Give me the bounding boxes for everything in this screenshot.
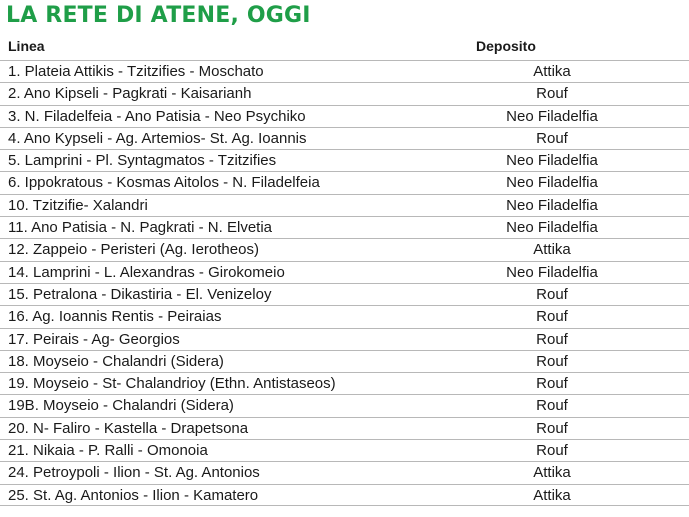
table-row <box>0 194 689 216</box>
cell-deposito: Attika <box>533 241 571 259</box>
table-row <box>0 149 689 171</box>
cell-linea: 18. Moyseio - Chalandri (Sidera) <box>8 352 224 370</box>
table-row <box>0 305 689 327</box>
column-header-linea: Linea <box>8 38 45 54</box>
table-row <box>0 328 689 350</box>
cell-deposito: Rouf <box>536 442 568 460</box>
cell-linea: 25. St. Ag. Antonios - Ilion - Kamatero <box>8 486 259 504</box>
cell-linea: 19B. Moyseio - Chalandri (Sidera) <box>8 397 234 415</box>
cell-linea: 14. Lamprini - L. Alexandras - Girokomeio <box>8 263 285 281</box>
table-row <box>0 82 689 104</box>
column-header-deposito: Deposito <box>476 38 536 54</box>
cell-deposito: Attika <box>533 486 571 504</box>
table-row <box>0 127 689 149</box>
table-row <box>0 350 689 372</box>
page-title: LA RETE DI ATENE, OGGI <box>6 3 311 28</box>
cell-deposito: Neo Filadelfia <box>506 152 598 170</box>
cell-linea: 20. N- Faliro - Kastella - Drapetsona <box>8 419 249 437</box>
table-row <box>0 461 689 483</box>
table-header <box>0 36 689 58</box>
table-row <box>0 394 689 416</box>
table-row <box>0 439 689 461</box>
cell-deposito: Attika <box>533 464 571 482</box>
cell-linea: 2. Ano Kipseli - Pagkrati - Kaisarianh <box>8 85 252 103</box>
cell-linea: 3. N. Filadelfeia - Ano Patisia - Neo Psychiko <box>8 107 306 125</box>
cell-deposito: Neo Filadelfia <box>506 263 598 281</box>
cell-linea: 10. Tzitzifie- Xalandri <box>8 196 148 214</box>
cell-deposito: Rouf <box>536 352 568 370</box>
cell-deposito: Attika <box>533 63 571 80</box>
cell-linea: 24. Petroypoli - Ilion - St. Ag. Antonios <box>8 464 260 482</box>
cell-linea: 6. Ippokratous - Kosmas Aitolos - N. Filadelfeia <box>8 174 320 192</box>
cell-deposito: Neo Filadelfia <box>506 219 598 237</box>
cell-linea: 19. Moyseio - St- Chalandrioy (Ethn. Antistaseos) <box>8 375 336 393</box>
table-row <box>0 261 689 283</box>
cell-linea: 5. Lamprini - Pl. Syntagmatos - Tzitzifies <box>8 152 277 170</box>
cell-linea: 4. Ano Kypseli - Ag. Artemios- St. Ag. Ioannis <box>8 129 307 147</box>
cell-deposito: Neo Filadelfia <box>506 196 598 214</box>
cell-linea: 17. Peirais - Ag- Georgios <box>8 330 180 348</box>
cell-linea: 1. Plateia Attikis - Tzitzifies - Moschato <box>8 63 264 80</box>
cell-linea: 21. Nikaia - P. Ralli - Omonoia <box>8 442 208 460</box>
cell-linea: 11. Ano Patisia - N. Pagkrati - N. Elvetia <box>8 219 273 237</box>
table-row <box>0 417 689 439</box>
cell-linea: 16. Ag. Ioannis Rentis - Peiraias <box>8 308 222 326</box>
lines-table <box>0 60 689 506</box>
cell-deposito: Rouf <box>536 330 568 348</box>
cell-deposito: Neo Filadelfia <box>506 174 598 192</box>
cell-linea: 15. Petralona - Dikastiria - El. Venizeloy <box>8 285 272 303</box>
table-row <box>0 372 689 394</box>
table-row <box>0 171 689 193</box>
cell-deposito: Neo Filadelfia <box>506 107 598 125</box>
table-row <box>0 60 689 82</box>
cell-deposito: Rouf <box>536 419 568 437</box>
table-row <box>0 484 689 506</box>
cell-deposito: Rouf <box>536 308 568 326</box>
cell-deposito: Rouf <box>536 129 568 147</box>
cell-deposito: Rouf <box>536 375 568 393</box>
table-row <box>0 238 689 260</box>
cell-deposito: Rouf <box>536 85 568 103</box>
cell-deposito: Rouf <box>536 397 568 415</box>
cell-linea: 12. Zappeio - Peristeri (Ag. Ierotheos) <box>8 241 259 259</box>
table-row <box>0 105 689 127</box>
table-row <box>0 216 689 238</box>
cell-deposito: Rouf <box>536 285 568 303</box>
table-row <box>0 283 689 305</box>
